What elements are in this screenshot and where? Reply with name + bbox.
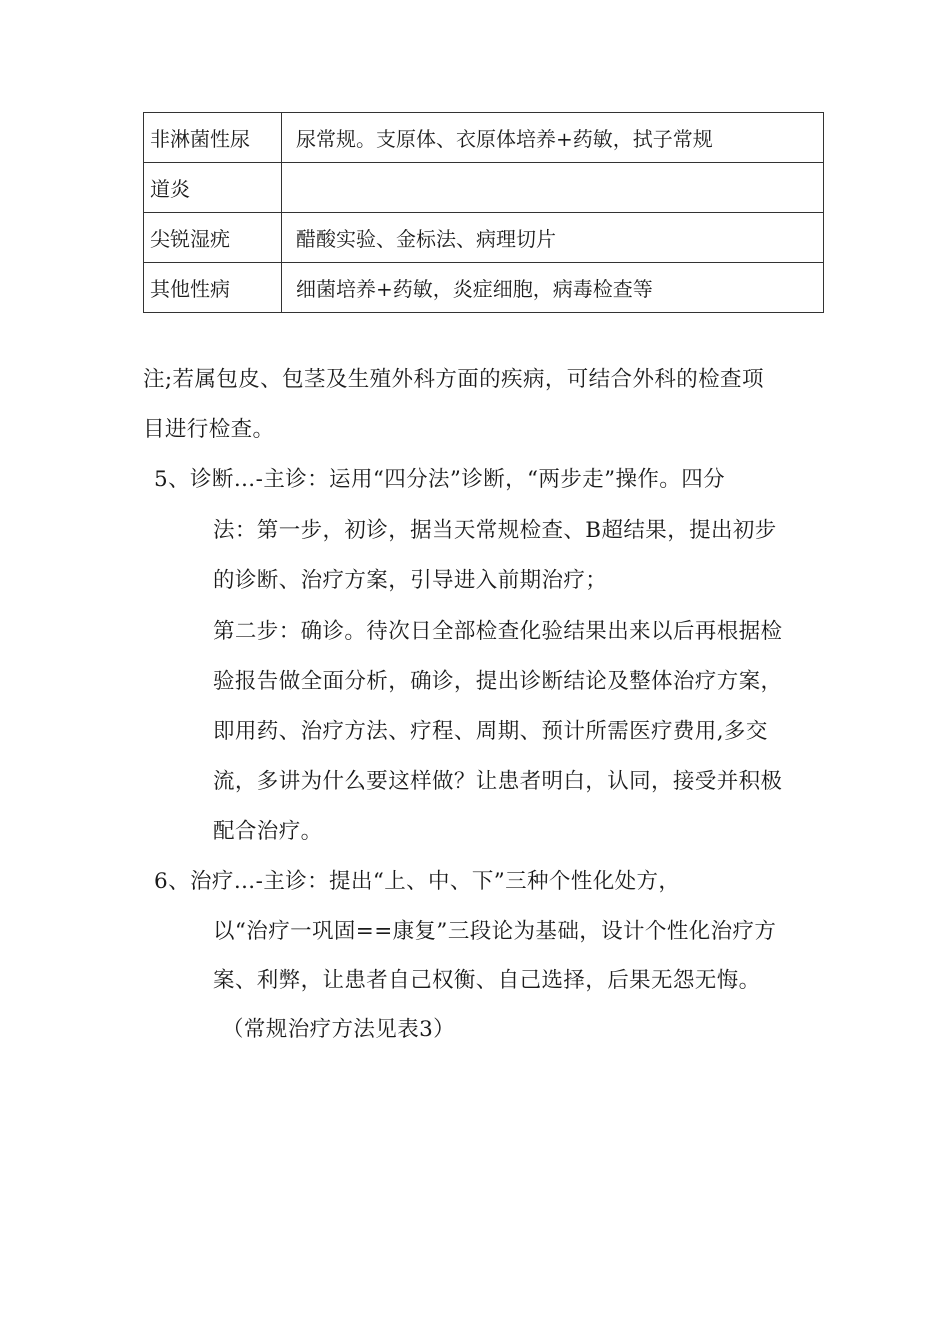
- section-6-reference: （常规治疗方法见表3）: [222, 1017, 456, 1042]
- note-line: 注;若属包皮、包茎及生殖外科方面的疾病，可结合外科的检查项: [143, 367, 764, 392]
- section-5-line: 验报告做全面分析，确诊，提出诊断结论及整体治疗方案，: [213, 669, 783, 694]
- table-row: [144, 263, 824, 313]
- tests-cell: 尿常规。支原体、衣原体培养+药敏，拭子常规: [282, 113, 824, 163]
- tests-cell: 细菌培养+药敏，炎症细胞，病毒检查等: [282, 263, 824, 313]
- tests-cell: [282, 163, 824, 213]
- section-5-line: 第二步：确诊。待次日全部检查化验结果出来以后再根据检: [213, 619, 783, 644]
- section-5-line: 的诊断、治疗方案，引导进入前期治疗；: [213, 568, 608, 593]
- table-row: [144, 213, 824, 263]
- tests-cell: 醋酸实验、金标法、病理切片: [282, 213, 824, 263]
- section-6-heading: 6、治疗…-主诊：提出“上、中、下”三种个性化处方，: [154, 869, 681, 894]
- section-5-line: 法：第一步，初诊，据当天常规检查、B超结果，提出初步: [213, 518, 777, 543]
- disease-cell: 道炎: [144, 163, 282, 213]
- section-5-line: 流，多讲为什么要这样做？让患者明白，认同，接受并积极: [213, 769, 783, 794]
- disease-cell: 非淋菌性尿: [144, 113, 282, 163]
- note-line: 目进行检查。: [143, 417, 275, 442]
- section-5-line: 配合治疗。: [213, 819, 323, 844]
- disease-cell: 尖锐湿疣: [144, 213, 282, 263]
- table-row: [144, 163, 824, 213]
- exam-table: [143, 112, 824, 313]
- section-6-line: 案、利弊，让患者自己权衡、自己选择，后果无怨无悔。: [213, 968, 761, 993]
- disease-cell: 其他性病: [144, 263, 282, 313]
- section-6-line: 以“治疗一巩固==康复”三段论为基础，设计个性化治疗方: [213, 919, 777, 944]
- section-5-line: 即用药、治疗方法、疗程、周期、预计所需医疗费用,多交: [213, 719, 768, 744]
- table-row: [144, 113, 824, 163]
- section-5-heading: 5、诊断…-主诊：运用“四分法”诊断，“两步走”操作。四分: [154, 467, 726, 492]
